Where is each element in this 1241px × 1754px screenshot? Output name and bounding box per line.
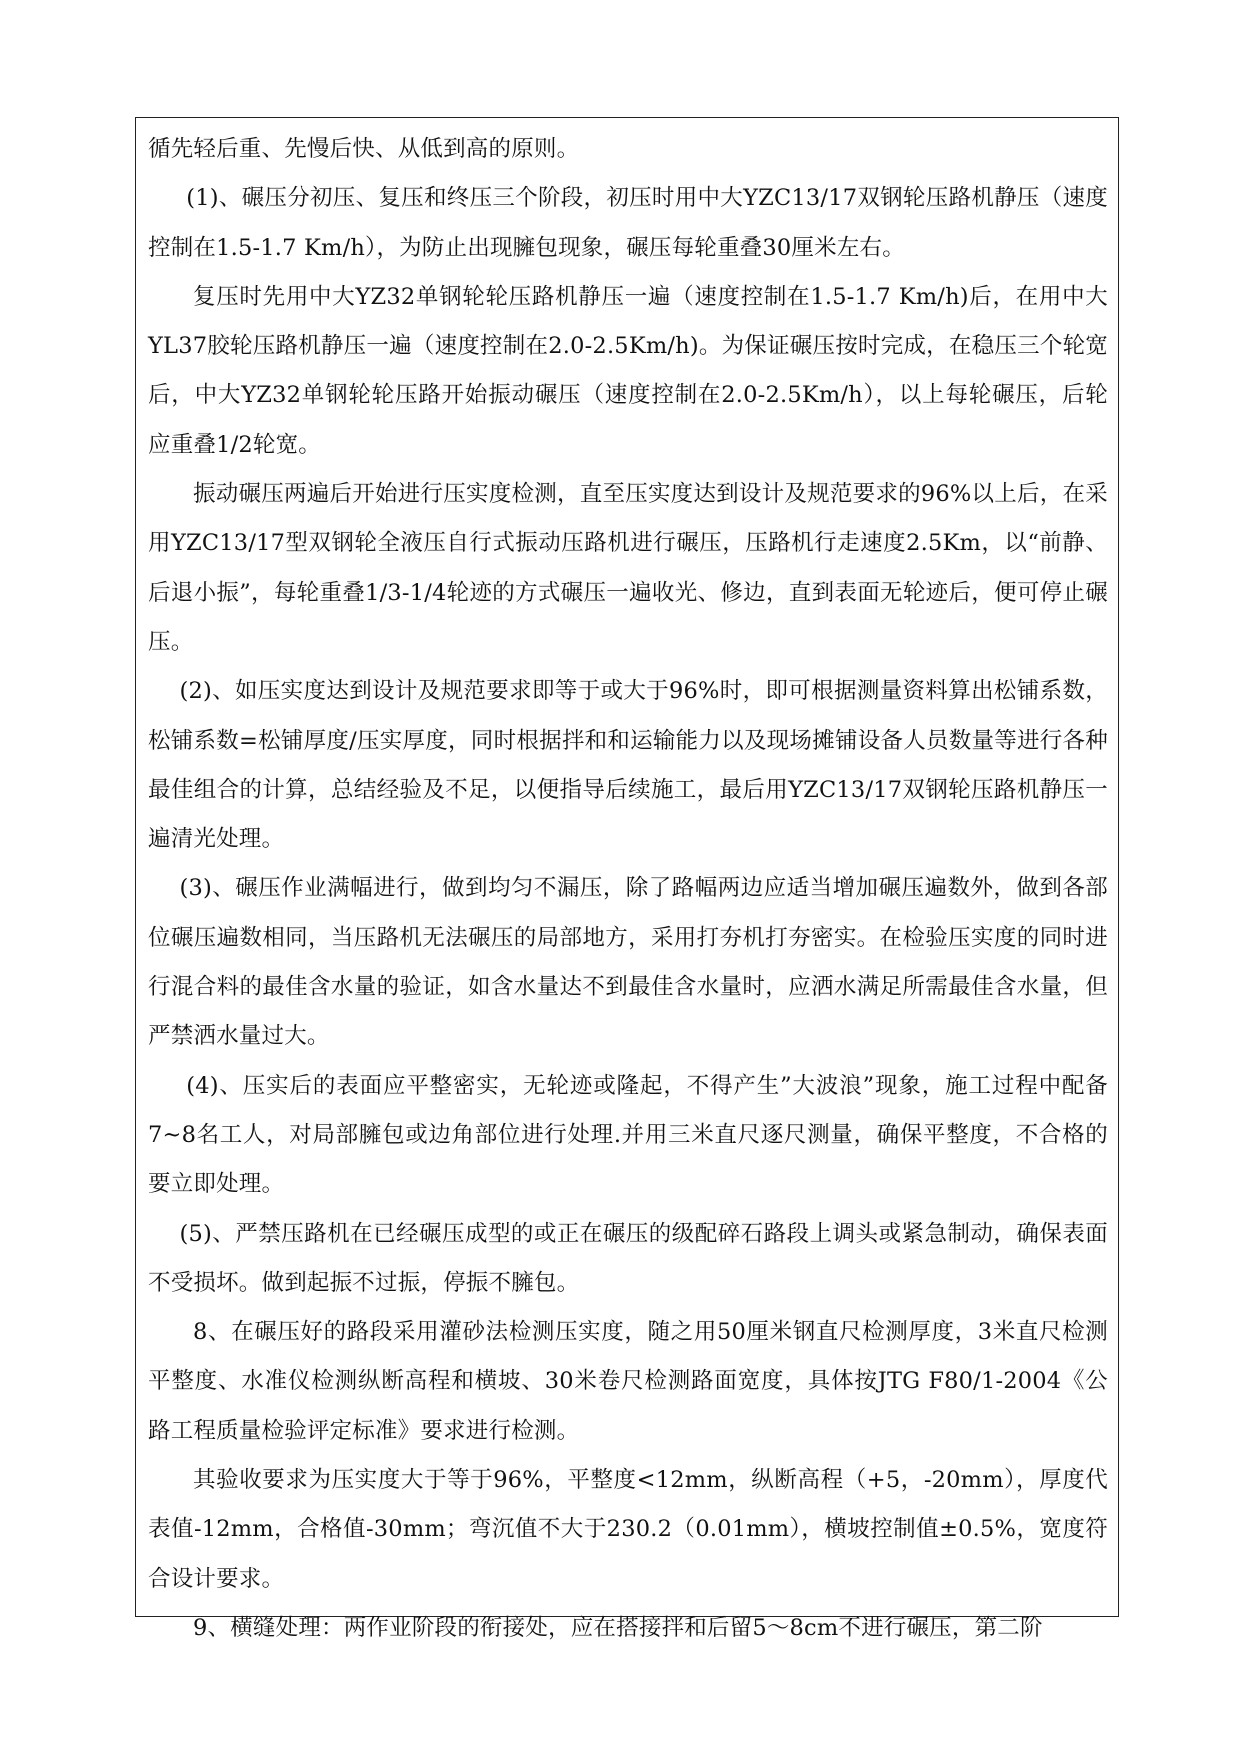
paragraph-no-turning: (5)、严禁压路机在已经碾压成型的或正在碾压的级配碎石路段上调头或紧急制动，确保表面不受损坏。做到起振不过振，停振不臃包。 (148, 1220, 1108, 1296)
paragraph-loose-coefficient: (2)、如压实度达到设计及规范要求即等于或大于96%时，即可根据测量资料算出松铺系数，松铺系数=松铺厚度/压实厚度，同时根据拌和和运输能力以及现场摊铺设备人员数量等进行各种最佳组合的计算，总结经验及不足，以便指导后续施工，最后用YZC13/17双钢轮压路机静压一遍清光处理。 (148, 678, 1108, 853)
paragraph-vibration-rolling: 振动碾压两遍后开始进行压实度检测，直至压实度达到设计及规范要求的96%以上后，在采用YZC13/17型双钢轮全液压自行式振动压路机进行碾压，压路机行走速度2.5Km，以“前静、后退小振”，每轮重叠1/3-1/4轮迹的方式碾压一遍收光、修边，直到表面无轮迹后，便可停止碾压。 (148, 481, 1108, 655)
paragraph-inspection-methods: 8、在碾压好的路段采用灌砂法检测压实度，随之用50厘米钢直尺检测厚度，3米直尺检测平整度、水准仪检测纵断高程和横坡、30米卷尺检测路面宽度，具体按JTG F80/1-2004《公路工程质量检验评定标准》要求进行检测。 (148, 1319, 1108, 1444)
paragraph-acceptance-requirements: 其验收要求为压实度大于等于96%，平整度<12mm，纵断高程（+5，-20mm），厚度代表值-12mm，合格值-30mm；弯沉值不大于230.2（0.01mm），横坡控制值±0.5%，宽度符合设计要求。 (148, 1467, 1108, 1592)
paragraph-surface-flatness: (4)、压实后的表面应平整密实，无轮迹或隆起，不得产生”大波浪”现象，施工过程中配备7~8名工人，对局部臃包或边角部位进行处理.并用三米直尺逐尺测量，确保平整度，不合格的要立即处理。 (148, 1072, 1108, 1198)
paragraph-rolling-principle: 循先轻后重、先慢后快、从低到高的原则。 (148, 136, 580, 162)
paragraph-rolling-stages: (1)、碾压分初压、复压和终压三个阶段，初压时用中大YZC13/17双钢轮压路机静压（速度控制在1.5-1.7 Km/h），为防止出现臃包现象，碾压每轮重叠30厘米左右。 (148, 185, 1108, 261)
paragraph-re-compaction: 复压时先用中大YZ32单钢轮轮压路机静压一遍（速度控制在1.5-1.7 Km/h)后，在用中大YL37胶轮压路机静压一遍（速度控制在2.0-2.5Km/h)。为保证碾压按时完成，在稳压三个轮宽后，中大YZ32单钢轮轮压路开始振动碾压（速度控制在2.0-2.5Km/h），以上每轮碾压，后轮应重叠1/2轮宽。 (148, 283, 1108, 458)
paragraph-full-width-rolling: (3)、碾压作业满幅进行，做到均匀不漏压，除了路幅两边应适当增加碾压遍数外，做到各部位碾压遍数相同，当压路机无法碾压的局部地方，采用打夯机打夯密实。在检验压实度的同时进行混合料的最佳含水量的验证，如含水量达不到最佳含水量时，应洒水满足所需最佳含水量，但严禁洒水量过大。 (148, 875, 1108, 1050)
document-body (148, 125, 1108, 1653)
paragraph-transverse-joint: 9、横缝处理：两作业阶段的衔接处，应在搭接拌和后留5～8cm不进行碾压，第二阶 (193, 1614, 1043, 1641)
